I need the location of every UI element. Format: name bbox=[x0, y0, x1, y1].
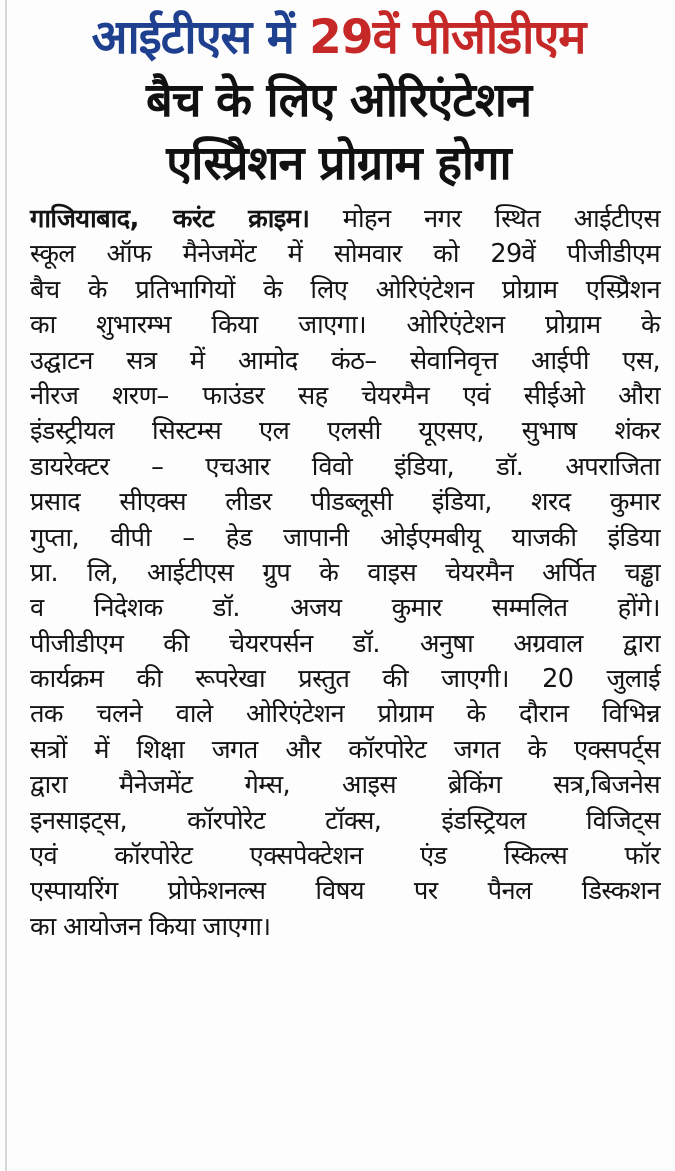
article-line-19: एवं कॉरपोरेट एक्सपेक्टेशन एंड स्किल्स फॉर bbox=[30, 841, 660, 872]
article-body bbox=[30, 202, 660, 945]
article-line-5: उद्घाटन सत्र में आमोद कंठ– सेवानिवृत्त आईपी एस, bbox=[30, 345, 660, 376]
headline bbox=[16, 6, 661, 195]
article-line-20: एस्पायरिंग प्रोफेशनल्स विषय पर पैनल डिस्कशन bbox=[30, 876, 660, 907]
article-line-21: का आयोजन किया जाएगा। bbox=[30, 911, 271, 942]
article-line-6: नीरज शरण– फाउंडर सह चेयरमैन एवं सीईओ औरा bbox=[30, 380, 660, 411]
article-line-2: स्कूल ऑफ मैनेजमेंट में सोमवार को 29वें पीजीडीएम bbox=[30, 239, 660, 270]
article-line-10: गुप्ता, वीपी – हेड जापानी ओईएमबीयू याजकी इंडिया bbox=[30, 522, 660, 553]
article-line-14: कार्यक्रम की रूपरेखा प्रस्तुत की जाएगी। 20 जुलाई bbox=[30, 664, 660, 695]
article-line-1 bbox=[30, 202, 660, 237]
article-line-15: तक चलने वाले ओरिएंटेशन प्रोग्राम के दौरान विभिन्न bbox=[30, 699, 660, 730]
article-line-7: इंडस्ट्रीयल सिस्टम्स एल एलसी यूएसए, सुभाष शंकर bbox=[30, 416, 660, 447]
article-line-11: प्रा. लि, आईटीएस ग्रुप के वाइस चेयरमैन अर्पित चड्ढा bbox=[30, 557, 660, 588]
headline-line-2: बैच के लिए ओरिएंटेशन bbox=[145, 73, 532, 128]
article-line-12: व निदेशक डॉ. अजय कुमार सम्मलित होंगे। bbox=[30, 593, 660, 624]
headline-line-3: एस्प्रिेशन प्रोग्राम होगा bbox=[166, 136, 511, 191]
article-line-18: इनसाइट्स, कॉरपोरेट टॉक्स, इंडस्ट्रियल विजिट्स bbox=[30, 805, 660, 836]
headline-line-1-blue: आईटीएस में bbox=[91, 10, 310, 65]
article-line-4: का शुभारम्भ किया जाएगा। ओरिएंटेशन प्रोग्राम के bbox=[30, 310, 660, 341]
headline-line-1 bbox=[16, 6, 661, 69]
article-line-8: डायरेक्टर – एचआर विवो इंडिया, डॉ. अपराजिता bbox=[30, 451, 660, 482]
dateline: गाजियाबाद, करंट क्राइम। bbox=[30, 204, 310, 234]
article-line-13: पीजीडीएम की चेयरपर्सन डॉ. अनुषा अग्रवाल द्वारा bbox=[30, 628, 660, 659]
headline-line-1-red: 29वें पीजीडीएम bbox=[309, 10, 586, 65]
article-line-16: सत्रों में शिक्षा जगत और कॉरपोरेट जगत के एक्सपर्ट्स bbox=[30, 734, 660, 765]
article-line-1-text: मोहन नगर स्थित आईटीएस bbox=[309, 204, 660, 234]
article-line-3: बैच के प्रतिभागियों के लिए ओरिएंटेशन प्रोग्राम एस्प्रिेशन bbox=[30, 274, 660, 305]
article-line-9: प्रसाद सीएक्स लीडर पीडब्लूसी इंडिया, शरद कुमार bbox=[30, 487, 660, 518]
article-line-17: द्वारा मैनेजमेंट गेम्स, आइस ब्रेकिंग सत्र,बिजनेस bbox=[30, 770, 660, 801]
column-rule bbox=[5, 0, 7, 1171]
